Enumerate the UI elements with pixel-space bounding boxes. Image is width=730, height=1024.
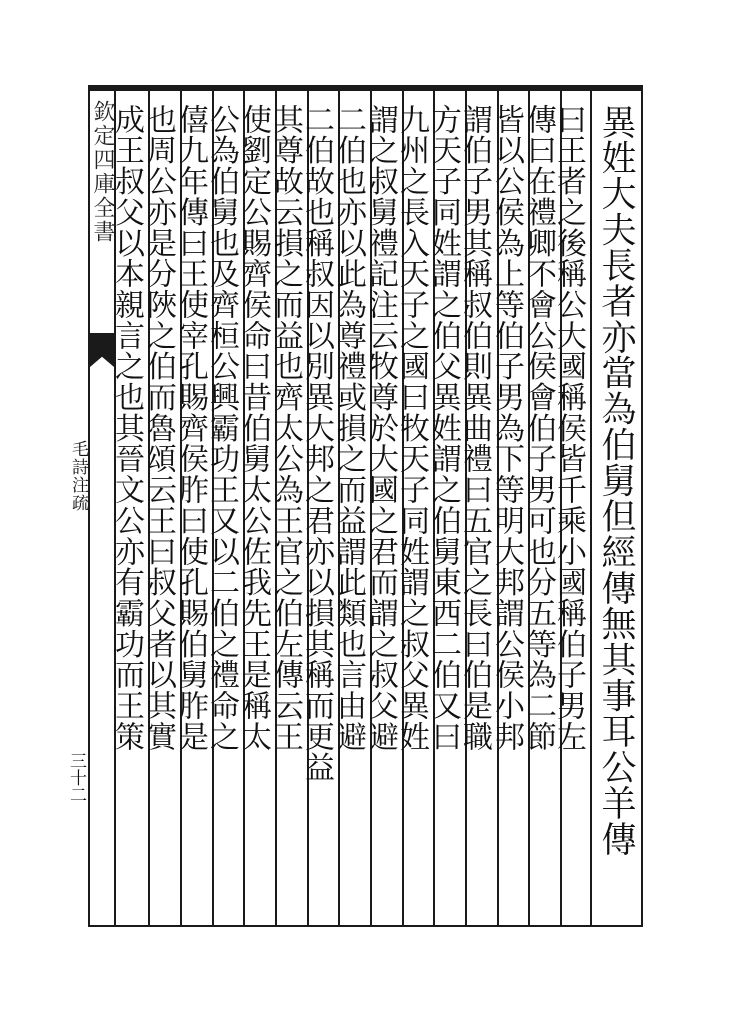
text-column: 使劉定公賜齊侯命曰昔伯舅太公佐我先王是稱太 — [236, 104, 271, 752]
text-column: 僖九年傳曰王使宰孔賜齊侯胙曰使孔賜伯舅胙是 — [173, 104, 208, 752]
text-column: 皆以公侯為上等伯子男為下等明大邦謂公侯小邦 — [489, 104, 524, 752]
text-column: 謂之叔舅禮記注云牧尊於大國之君而謂之叔父避 — [363, 104, 398, 752]
text-column: 謂伯子男其稱叔伯則異曲禮曰五官之長曰伯是職 — [457, 104, 492, 752]
text-column: 異姓大夫長者亦當為伯舅但經傳無其事耳公羊傳 — [596, 104, 636, 857]
page-number: 三十二 — [66, 752, 86, 803]
text-column: 九州之長入天子之國曰牧天子同姓謂之叔父異姓 — [394, 104, 429, 752]
running-title: 毛詩注疏 — [68, 440, 88, 512]
text-column: 成王叔父以本親言之也其晉文公亦有霸功而王策 — [109, 104, 144, 752]
margin-header-title: 欽定四庫全書 — [90, 100, 115, 244]
text-column: 也周公亦是分陜之伯而魯頌云王曰叔父者以其實 — [141, 104, 176, 752]
text-column: 曰王者之後稱公大國稱侯皆千乘小國稱伯子男左 — [551, 104, 586, 752]
text-column: 二伯故也稱叔因以別異大邦之君亦以損其稱而更益 — [299, 104, 334, 783]
text-column: 傳曰在禮卿不會公侯會伯子男可也分五等為二節 — [521, 104, 556, 752]
text-column: 二伯也亦以此為尊禮或損之而益謂此類也言由避 — [331, 104, 366, 752]
text-column: 其尊故云損之而益也齊太公為王官之伯左傳云王 — [268, 104, 303, 752]
text-column: 公為伯舅也及齊桓公興霸功王又以二伯之禮命之 — [204, 104, 239, 752]
text-column: 方天子同姓謂之伯父異姓謂之伯舅東西二伯又曰 — [426, 104, 461, 752]
